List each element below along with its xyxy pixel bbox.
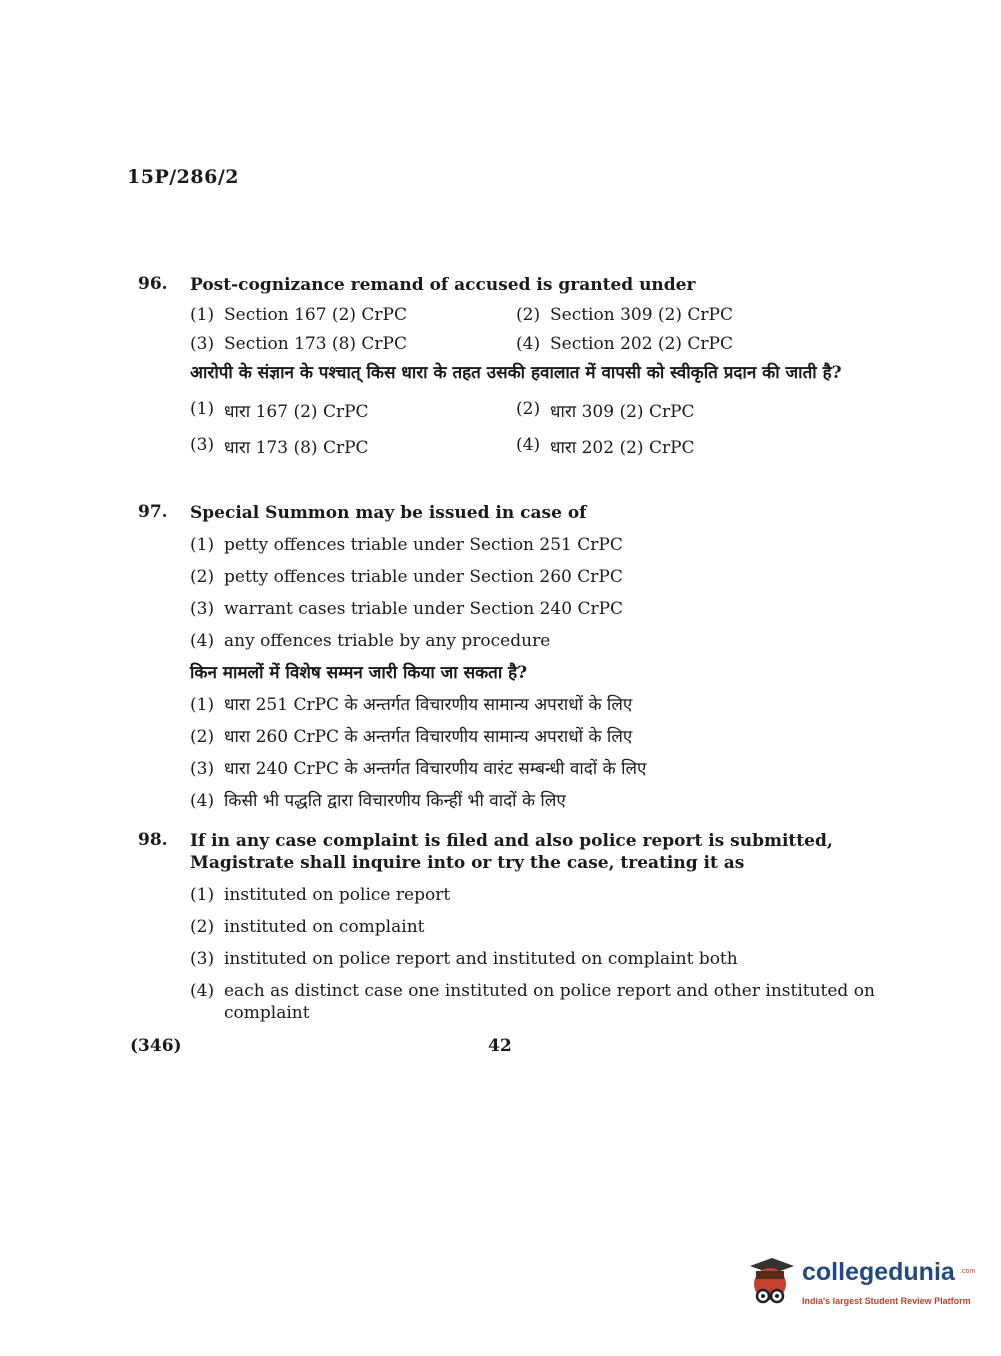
option-en-4 (190, 630, 878, 652)
option-number: (1) (190, 535, 215, 555)
logo-tagline: India's largest Student Review Platform (802, 1296, 971, 1306)
option-hi-4 (516, 435, 876, 458)
option-en-1 (190, 305, 516, 325)
option-text: each as distinct case one instituted on police report and other instituted on complaint (224, 981, 875, 1023)
option-text: धारा 251 CrPC के अन्तर्गत विचारणीय सामान्य अपराधों के लिए (224, 695, 633, 715)
option-hi-4 (190, 790, 878, 812)
option-text: Section 167 (2) CrPC (224, 305, 407, 325)
page-number: 42 (488, 1036, 512, 1056)
option-number: (1) (190, 399, 215, 419)
option-en-1 (190, 884, 878, 906)
option-number: (2) (190, 567, 215, 587)
option-hi-1 (190, 399, 516, 422)
paper-code: 15P/286/2 (127, 166, 239, 188)
option-text: धारा 309 (2) CrPC (550, 402, 695, 422)
watermark-logo (744, 1254, 976, 1312)
option-en-1 (190, 534, 878, 556)
option-number: (2) (190, 917, 215, 937)
option-text: instituted on police report (224, 885, 451, 905)
question-98 (138, 830, 878, 1034)
question-stem-hi: किन मामलों में विशेष सम्मन जारी किया जा सकता है? (190, 663, 528, 683)
option-number: (2) (516, 399, 541, 419)
question-stem-en: Special Summon may be issued in case of (190, 503, 587, 523)
option-text: धारा 202 (2) CrPC (550, 438, 695, 458)
question-97 (138, 502, 878, 822)
option-en-4 (516, 334, 876, 354)
option-number: (1) (190, 885, 215, 905)
option-hi-2 (190, 726, 878, 748)
option-en-2 (190, 566, 878, 588)
option-number: (1) (190, 305, 215, 325)
option-hi-2 (516, 399, 876, 422)
option-text: instituted on complaint (224, 917, 425, 937)
option-text: instituted on police report and instituted on complaint both (224, 949, 738, 969)
mascot-icon (744, 1254, 798, 1312)
option-text: petty offences triable under Section 260 CrPC (224, 567, 623, 587)
question-stem-en: Post-cognizance remand of accused is granted under (190, 275, 696, 295)
option-number: (3) (190, 949, 215, 969)
option-text: धारा 260 CrPC के अन्तर्गत विचारणीय सामान्य अपराधों के लिए (224, 727, 633, 747)
footer-code: (346) (130, 1036, 182, 1056)
option-number: (3) (190, 599, 215, 619)
option-text: any offences triable by any procedure (224, 631, 551, 651)
logo-wordmark: collegedunia (802, 1258, 955, 1286)
option-number: (4) (190, 981, 215, 1001)
option-hi-1 (190, 694, 878, 716)
option-text: धारा 167 (2) CrPC (224, 402, 369, 422)
option-hi-3 (190, 435, 516, 458)
option-en-3 (190, 334, 516, 354)
option-number: (1) (190, 695, 215, 715)
question-96 (138, 274, 878, 458)
option-number: (3) (190, 435, 215, 455)
option-text: Section 202 (2) CrPC (550, 334, 733, 354)
option-text: warrant cases triable under Section 240 CrPC (224, 599, 624, 619)
option-en-2 (516, 305, 876, 325)
option-number: (4) (190, 791, 215, 811)
question-number: 97. (138, 502, 168, 522)
option-number: (3) (190, 334, 215, 354)
option-en-2 (190, 916, 878, 938)
question-stem-hi: आरोपी के संज्ञान के पश्चात् किस धारा के तहत उसकी हवालात में वापसी को स्वीकृति प्रदान की जाती है? (190, 363, 842, 383)
question-stem-en: If in any case complaint is filed and also police report is submitted, Magistrate shall inquire into or try the case, treating it as (190, 831, 833, 873)
option-number: (4) (516, 334, 541, 354)
question-number: 98. (138, 830, 168, 850)
option-hi-3 (190, 758, 878, 780)
option-text: किसी भी पद्धति द्वारा विचारणीय किन्हीं भी वादों के लिए (224, 791, 566, 811)
option-text: petty offences triable under Section 251 CrPC (224, 535, 623, 555)
option-number: (2) (516, 305, 541, 325)
option-text: धारा 173 (8) CrPC (224, 438, 369, 458)
option-number: (4) (516, 435, 541, 455)
logo-suffix: .com (960, 1268, 976, 1275)
question-number: 96. (138, 274, 168, 294)
option-text: Section 309 (2) CrPC (550, 305, 733, 325)
option-text: Section 173 (8) CrPC (224, 334, 407, 354)
option-en-3 (190, 598, 878, 620)
option-text: धारा 240 CrPC के अन्तर्गत विचारणीय वारंट सम्बन्धी वादों के लिए (224, 759, 647, 779)
option-number: (4) (190, 631, 215, 651)
option-en-4 (190, 980, 878, 1024)
option-number: (2) (190, 727, 215, 747)
option-number: (3) (190, 759, 215, 779)
option-en-3 (190, 948, 878, 970)
